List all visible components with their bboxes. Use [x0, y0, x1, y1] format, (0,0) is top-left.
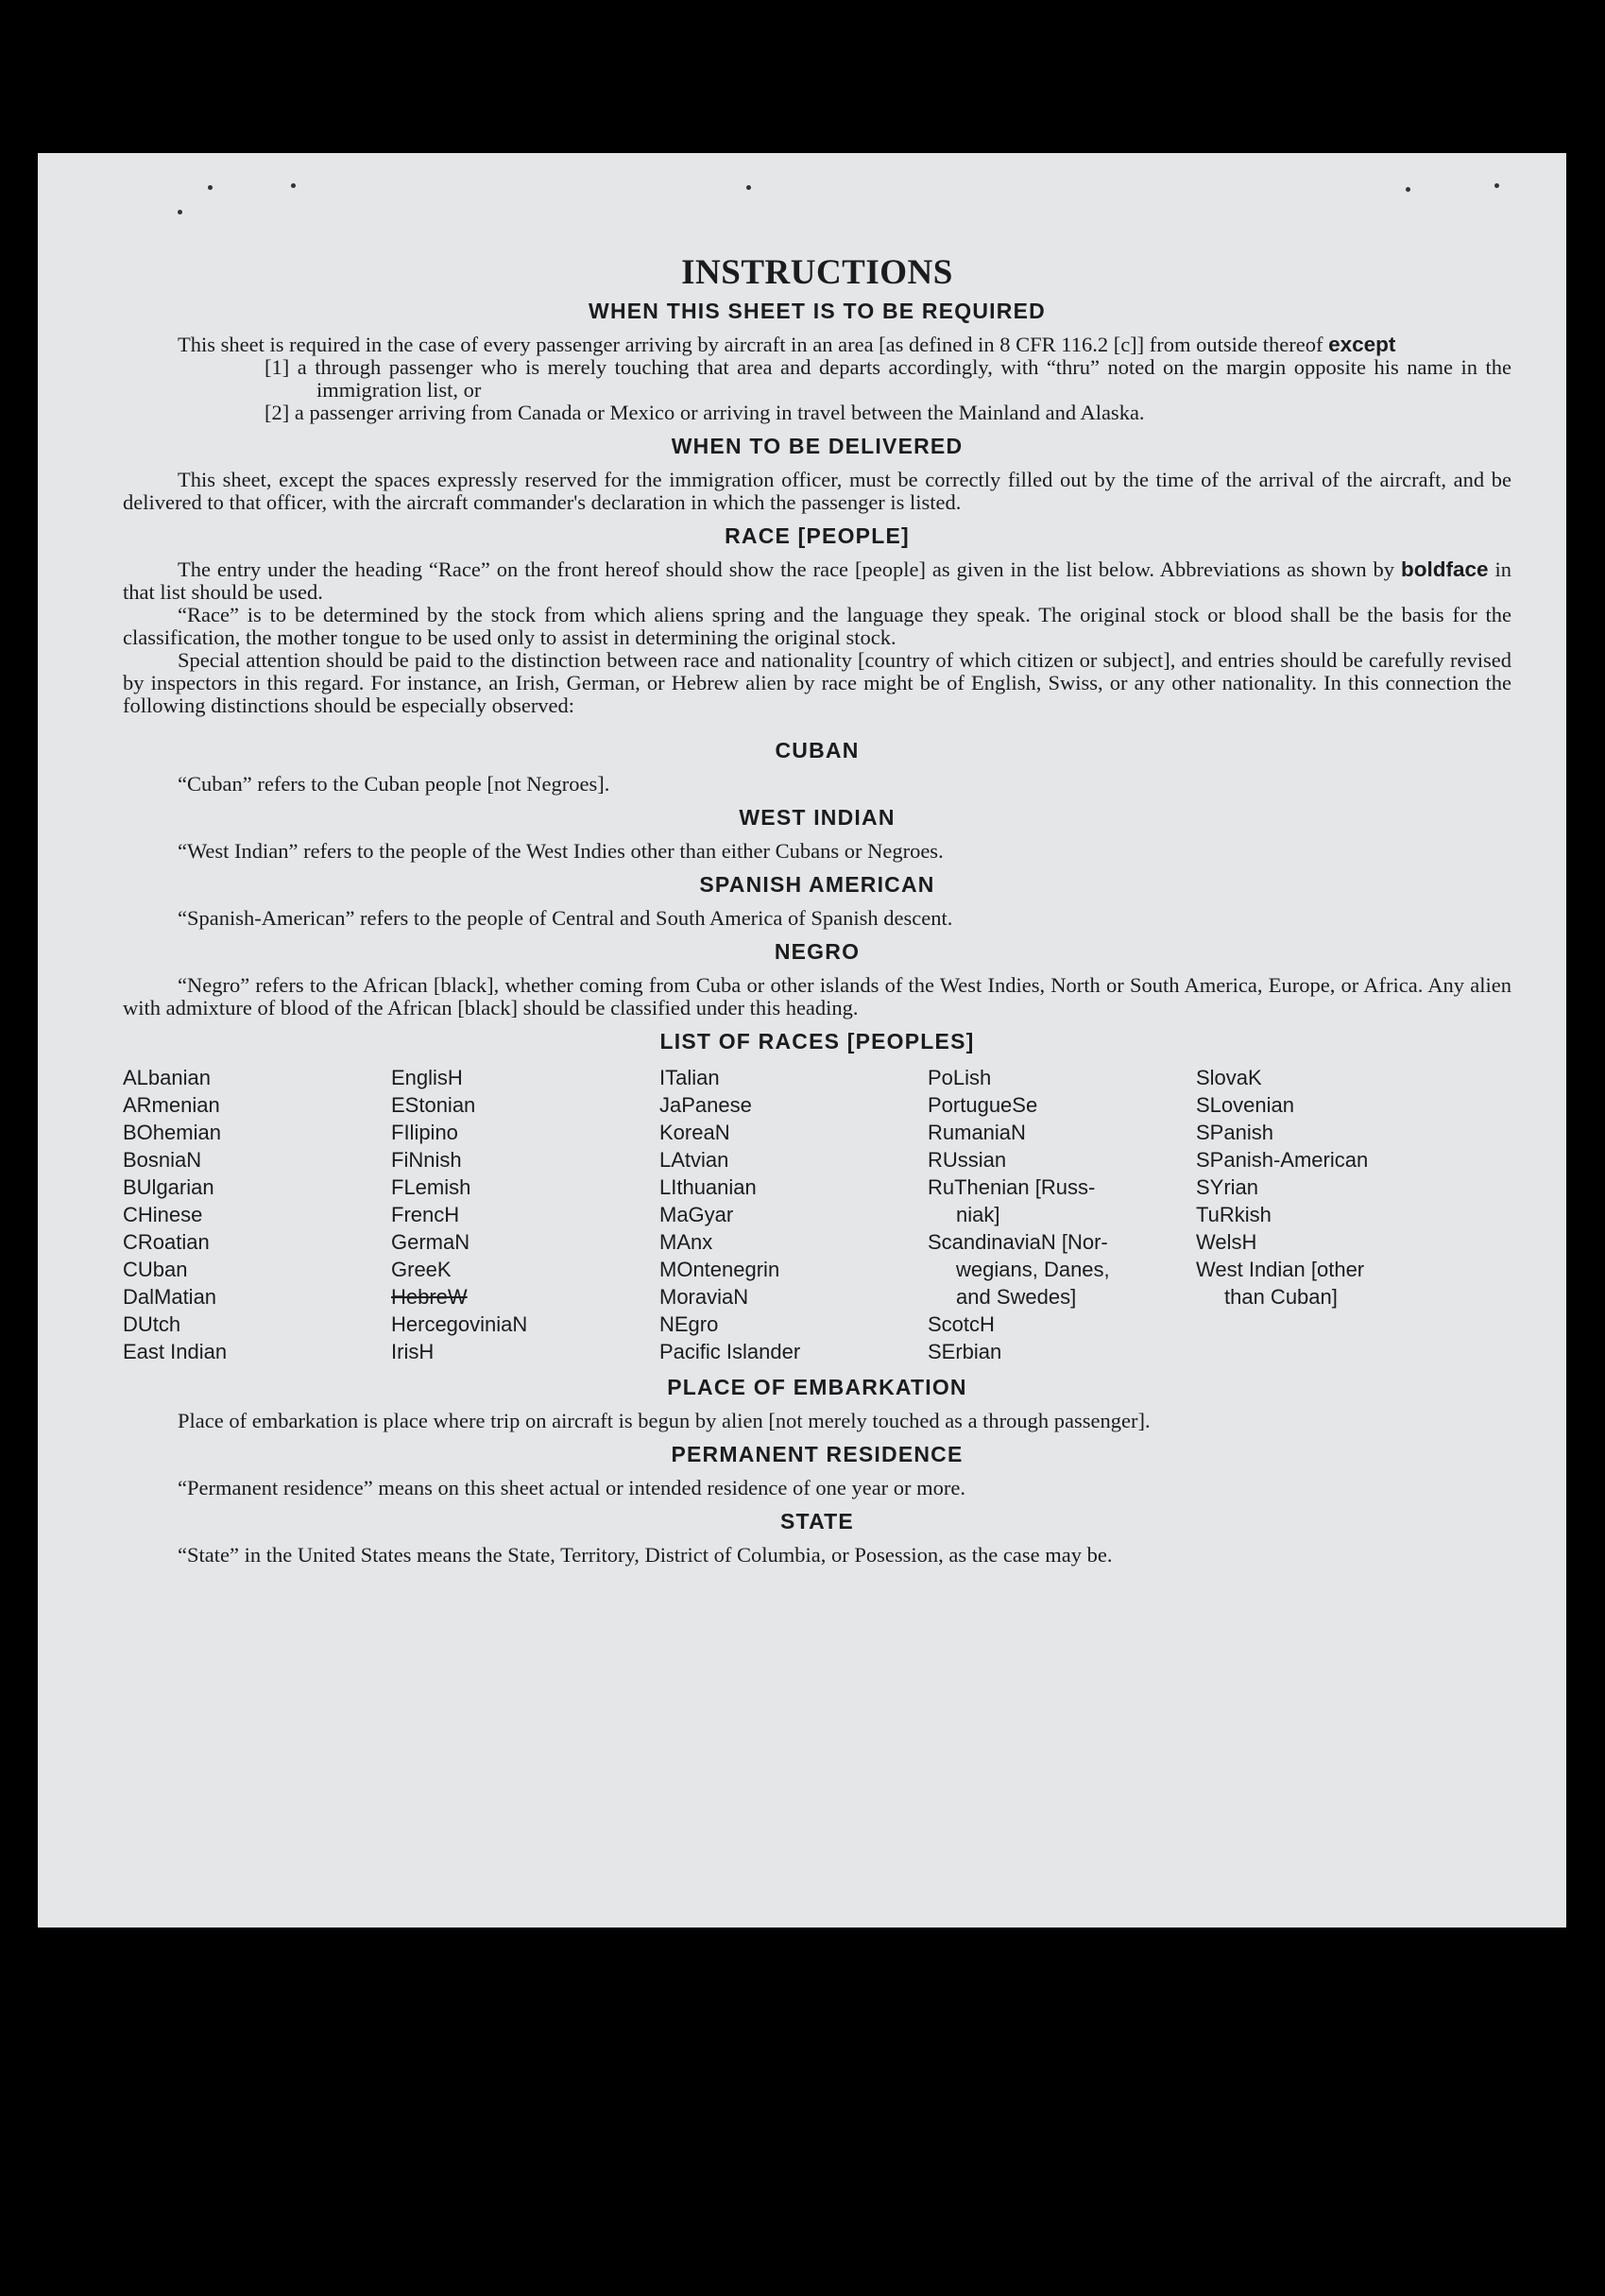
race-entry: ScotcH [928, 1312, 995, 1336]
west-indian-text: “West Indian” refers to the people of the West Indies other than either Cubans or Negroes. [178, 839, 944, 863]
race-entry: BUlgarian [123, 1175, 214, 1199]
race-entry: SLovenian [1196, 1093, 1294, 1117]
heading-cuban: CUBAN [775, 738, 860, 762]
races-column-1 [123, 1064, 391, 1365]
race-paragraph-2: “Race” is to be determined by the stock from which aliens spring and the language they speak. The original stock or blood shall be the basis for the classification, the mother tongue to be used only to assist in determining the original stock. [123, 603, 1511, 649]
cuban-text: “Cuban” refers to the Cuban people [not Negroes]. [178, 772, 610, 796]
race-entry: EnglisH [391, 1066, 463, 1089]
race-entry: DUtch [123, 1312, 181, 1336]
races-list [123, 1064, 1511, 1365]
heading-when-required: WHEN THIS SHEET IS TO BE REQUIRED [589, 299, 1046, 323]
races-column-5 [1196, 1064, 1464, 1365]
delivered-text: This sheet, except the spaces expressly reserved for the immigration officer, must be correctly filled out by the time of the arrival of the aircraft, and be delivered to that officer, with the aircraft commander's declaration in which the passenger is listed. [123, 468, 1511, 514]
race-entry: Pacific Islander [659, 1340, 801, 1363]
race-entry: PoLish [928, 1066, 992, 1089]
race-entry-continued: niak] [956, 1203, 1000, 1226]
race-entry: TuRkish [1196, 1203, 1272, 1226]
race-entry: MOntenegrin [659, 1258, 780, 1281]
race-entry: RuThenian [Russ- [928, 1175, 1096, 1199]
race-entry: RumaniaN [928, 1121, 1026, 1144]
negro-text: “Negro” refers to the African [black], whether coming from Cuba or other islands of the West Indies, North or South America, Europe, or Africa. Any alien with admixture of blood of the African [black] should be classified under this heading. [123, 973, 1511, 1019]
race-paragraph-1: The entry under the heading “Race” on the front hereof should show the race [people] as given in the list below. Abbreviations as shown by boldface in that list should be used. [123, 557, 1511, 604]
race-entry-continued: and Swedes] [956, 1285, 1077, 1309]
except-bold: except [1328, 333, 1396, 356]
race-entry: SYrian [1196, 1175, 1259, 1199]
race-entry: ALbanian [123, 1066, 211, 1089]
heading-place-of-embarkation: PLACE OF EMBARKATION [667, 1375, 967, 1399]
speck-mark [178, 210, 182, 214]
race-paragraph-3: Special attention should be paid to the distinction between race and nationality [country of which citizen or subject], and entries should be carefully revised by inspectors in this regard. For instance, an Irish, German, or Hebrew alien by race might be of English, Swiss, or any other nationality. In this connection the following distinctions should be especially observed: [123, 648, 1511, 717]
required-item-1: [1] a through passenger who is merely touching that area and departs accordingly, with “thru” noted on the margin opposite his name in the immigration list, or [265, 355, 1511, 402]
races-column-3 [659, 1064, 928, 1365]
race-entry: FrencH [391, 1203, 460, 1226]
speck-mark [1494, 183, 1499, 188]
race-entry: ARmenian [123, 1093, 220, 1117]
heading-when-delivered: WHEN TO BE DELIVERED [671, 434, 964, 458]
race-entry: MoraviaN [659, 1285, 749, 1309]
race-entry: WelsH [1196, 1230, 1257, 1254]
race-entry-continued: than Cuban] [1224, 1285, 1338, 1309]
race-entry: IrisH [391, 1340, 435, 1363]
race-entry: FIlipino [391, 1121, 458, 1144]
race-entry-continued: wegians, Danes, [956, 1258, 1110, 1281]
race-entry: LIthuanian [659, 1175, 757, 1199]
race-entry: FiNnish [391, 1148, 462, 1172]
state-text: “State” in the United States means the State, Territory, District of Columbia, or Posession, as the case may be. [178, 1543, 1113, 1567]
speck-mark [746, 185, 751, 190]
document-sheet [38, 153, 1566, 1928]
heading-spanish-american: SPANISH AMERICAN [699, 872, 935, 897]
race-entry: ScandinaviaN [Nor- [928, 1230, 1108, 1254]
race-entry: West Indian [other [1196, 1258, 1365, 1281]
heading-west-indian: WEST INDIAN [739, 805, 896, 830]
race-entry: SPanish-American [1196, 1148, 1369, 1172]
race-entry: MAnx [659, 1230, 713, 1254]
race-entry: JaPanese [659, 1093, 752, 1117]
speck-mark [291, 183, 296, 188]
race-entry: SlovaK [1196, 1066, 1262, 1089]
race-entry: NEgro [659, 1312, 719, 1336]
race-entry: FLemish [391, 1175, 471, 1199]
race-entry: CUban [123, 1258, 188, 1281]
race-entry: RUssian [928, 1148, 1007, 1172]
boldface-word: boldface [1401, 557, 1489, 581]
instructions-content [123, 252, 1511, 1567]
embarkation-text: Place of embarkation is place where trip on aircraft is begun by alien [not merely touched as a through passenger]. [178, 1409, 1151, 1432]
race-entry: CRoatian [123, 1230, 210, 1254]
race-entry: GermaN [391, 1230, 470, 1254]
heading-permanent-residence: PERMANENT RESIDENCE [671, 1442, 964, 1466]
required-intro: This sheet is required in the case of every passenger arriving by aircraft in an area [as defined in 8 CFR 116.2 [c]] from outside thereof except [178, 333, 1396, 356]
races-column-4 [928, 1064, 1196, 1365]
races-column-2 [391, 1064, 659, 1365]
race-entry: PortugueSe [928, 1093, 1038, 1117]
race-entry: SPanish [1196, 1121, 1273, 1144]
race-entry: East Indian [123, 1340, 228, 1363]
race-entry: BOhemian [123, 1121, 221, 1144]
required-item-2: [2] a passenger arriving from Canada or Mexico or arriving in travel between the Mainland and Alaska. [265, 401, 1145, 424]
heading-state: STATE [780, 1509, 854, 1534]
race-entry: CHinese [123, 1203, 203, 1226]
race-entry: SErbian [928, 1340, 1002, 1363]
speck-mark [1406, 187, 1410, 192]
race-entry: EStonian [391, 1093, 476, 1117]
speck-mark [208, 185, 213, 190]
race-entry: BosniaN [123, 1148, 202, 1172]
spanish-american-text: “Spanish-American” refers to the people of Central and South America of Spanish descent. [178, 906, 953, 930]
heading-list-of-races: LIST OF RACES [PEOPLES] [659, 1029, 975, 1054]
race-entry: GreeK [391, 1258, 452, 1281]
residence-text: “Permanent residence” means on this sheet actual or intended residence of one year or more. [178, 1476, 966, 1499]
race-entry: DalMatian [123, 1285, 217, 1309]
heading-race: RACE [PEOPLE] [725, 523, 910, 548]
race-entry: KoreaN [659, 1121, 730, 1144]
race-entry: MaGyar [659, 1203, 734, 1226]
race-entry: ITalian [659, 1066, 720, 1089]
page-title: INSTRUCTIONS [681, 253, 953, 292]
heading-negro: NEGRO [774, 939, 861, 964]
race-entry: HercegoviniaN [391, 1312, 528, 1336]
race-entry-struck: HebreW [391, 1285, 468, 1309]
race-entry: LAtvian [659, 1148, 729, 1172]
